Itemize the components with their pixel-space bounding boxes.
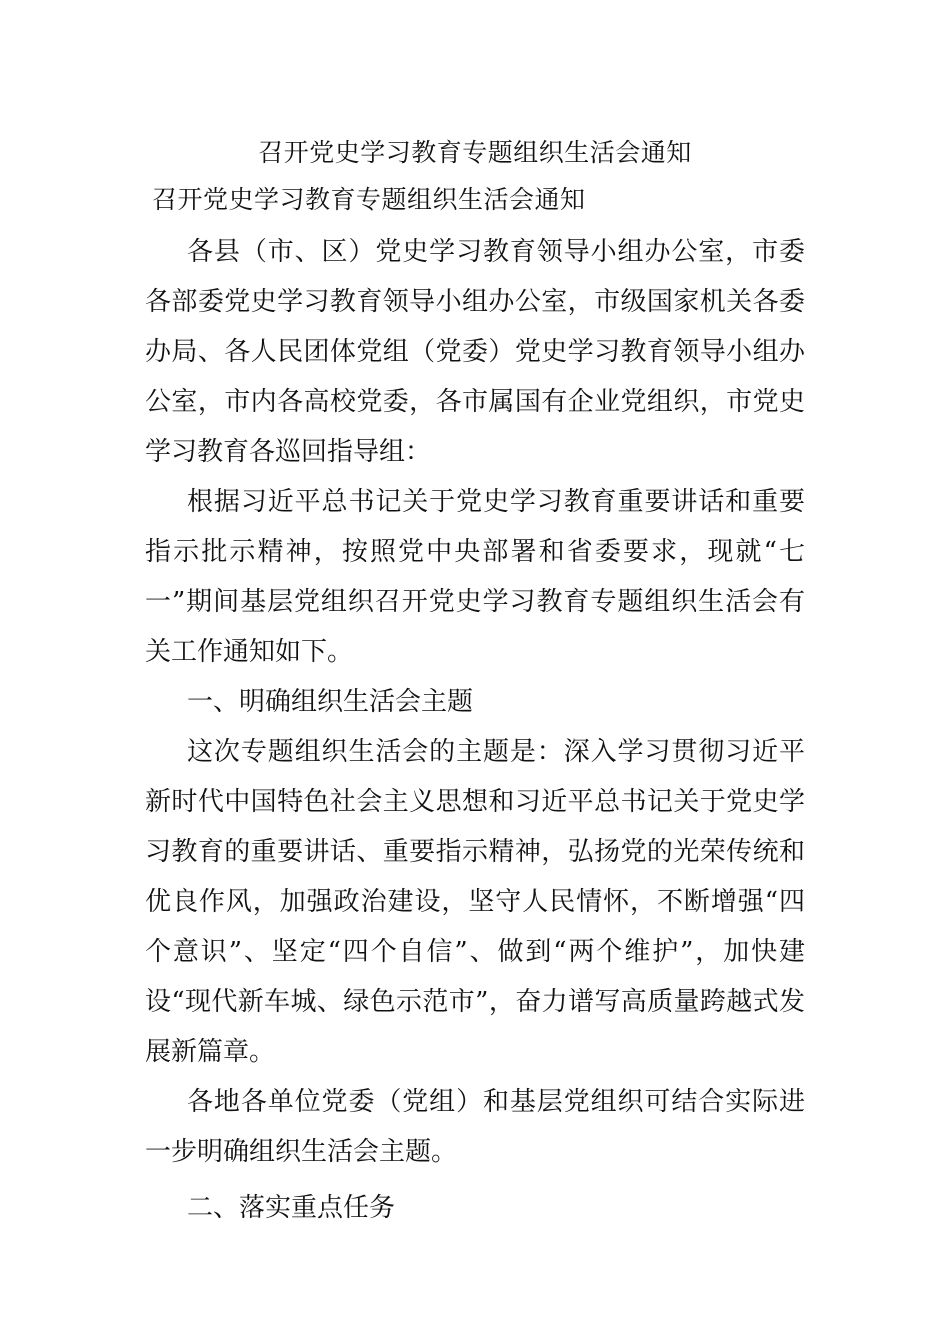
document-title: 召开党史学习教育专题组织生活会通知 [258,138,692,167]
paragraph-theme: 这次专题组织生活会的主题是：深入学习贯彻习近平新时代中国特色社会主义思想和习近平总书记关于党史学习教育的重要讲话、重要指示精神，弘扬党的光荣传统和优良作风，加强政治建设，坚守人民情怀，不断增强“四个意识”、坚定“四个自信”、做到“两个维护”，加快建设“现代新车城、绿色示范市”，奋力谱写高质量跨越式发展新篇章。 [145,737,805,1067]
paragraph-addressees: 各县（市、区）党史学习教育领导小组办公室，市委各部委党史学习教育领导小组办公室，市级国家机关各委办局、各人民团体党组（党委）党史学习教育领导小组办公室，市内各高校党委，各市属国有企业党组织，市党史学习教育各巡回指导组： [145,237,805,467]
section-heading-2: 二、落实重点任务 [187,1193,396,1223]
paragraph-theme-note: 各地各单位党委（党组）和基层党组织可结合实际进一步明确组织生活会主题。 [145,1087,805,1167]
section-heading-1: 一、明确组织生活会主题 [187,687,474,717]
document-subtitle: 召开党史学习教育专题组织生活会通知 [152,185,586,214]
paragraph-intro: 根据习近平总书记关于党史学习教育重要讲话和重要指示批示精神，按照党中央部署和省委要求，现就“七一”期间基层党组织召开党史学习教育专题组织生活会有关工作通知如下。 [145,487,805,667]
document-body [145,227,805,1233]
